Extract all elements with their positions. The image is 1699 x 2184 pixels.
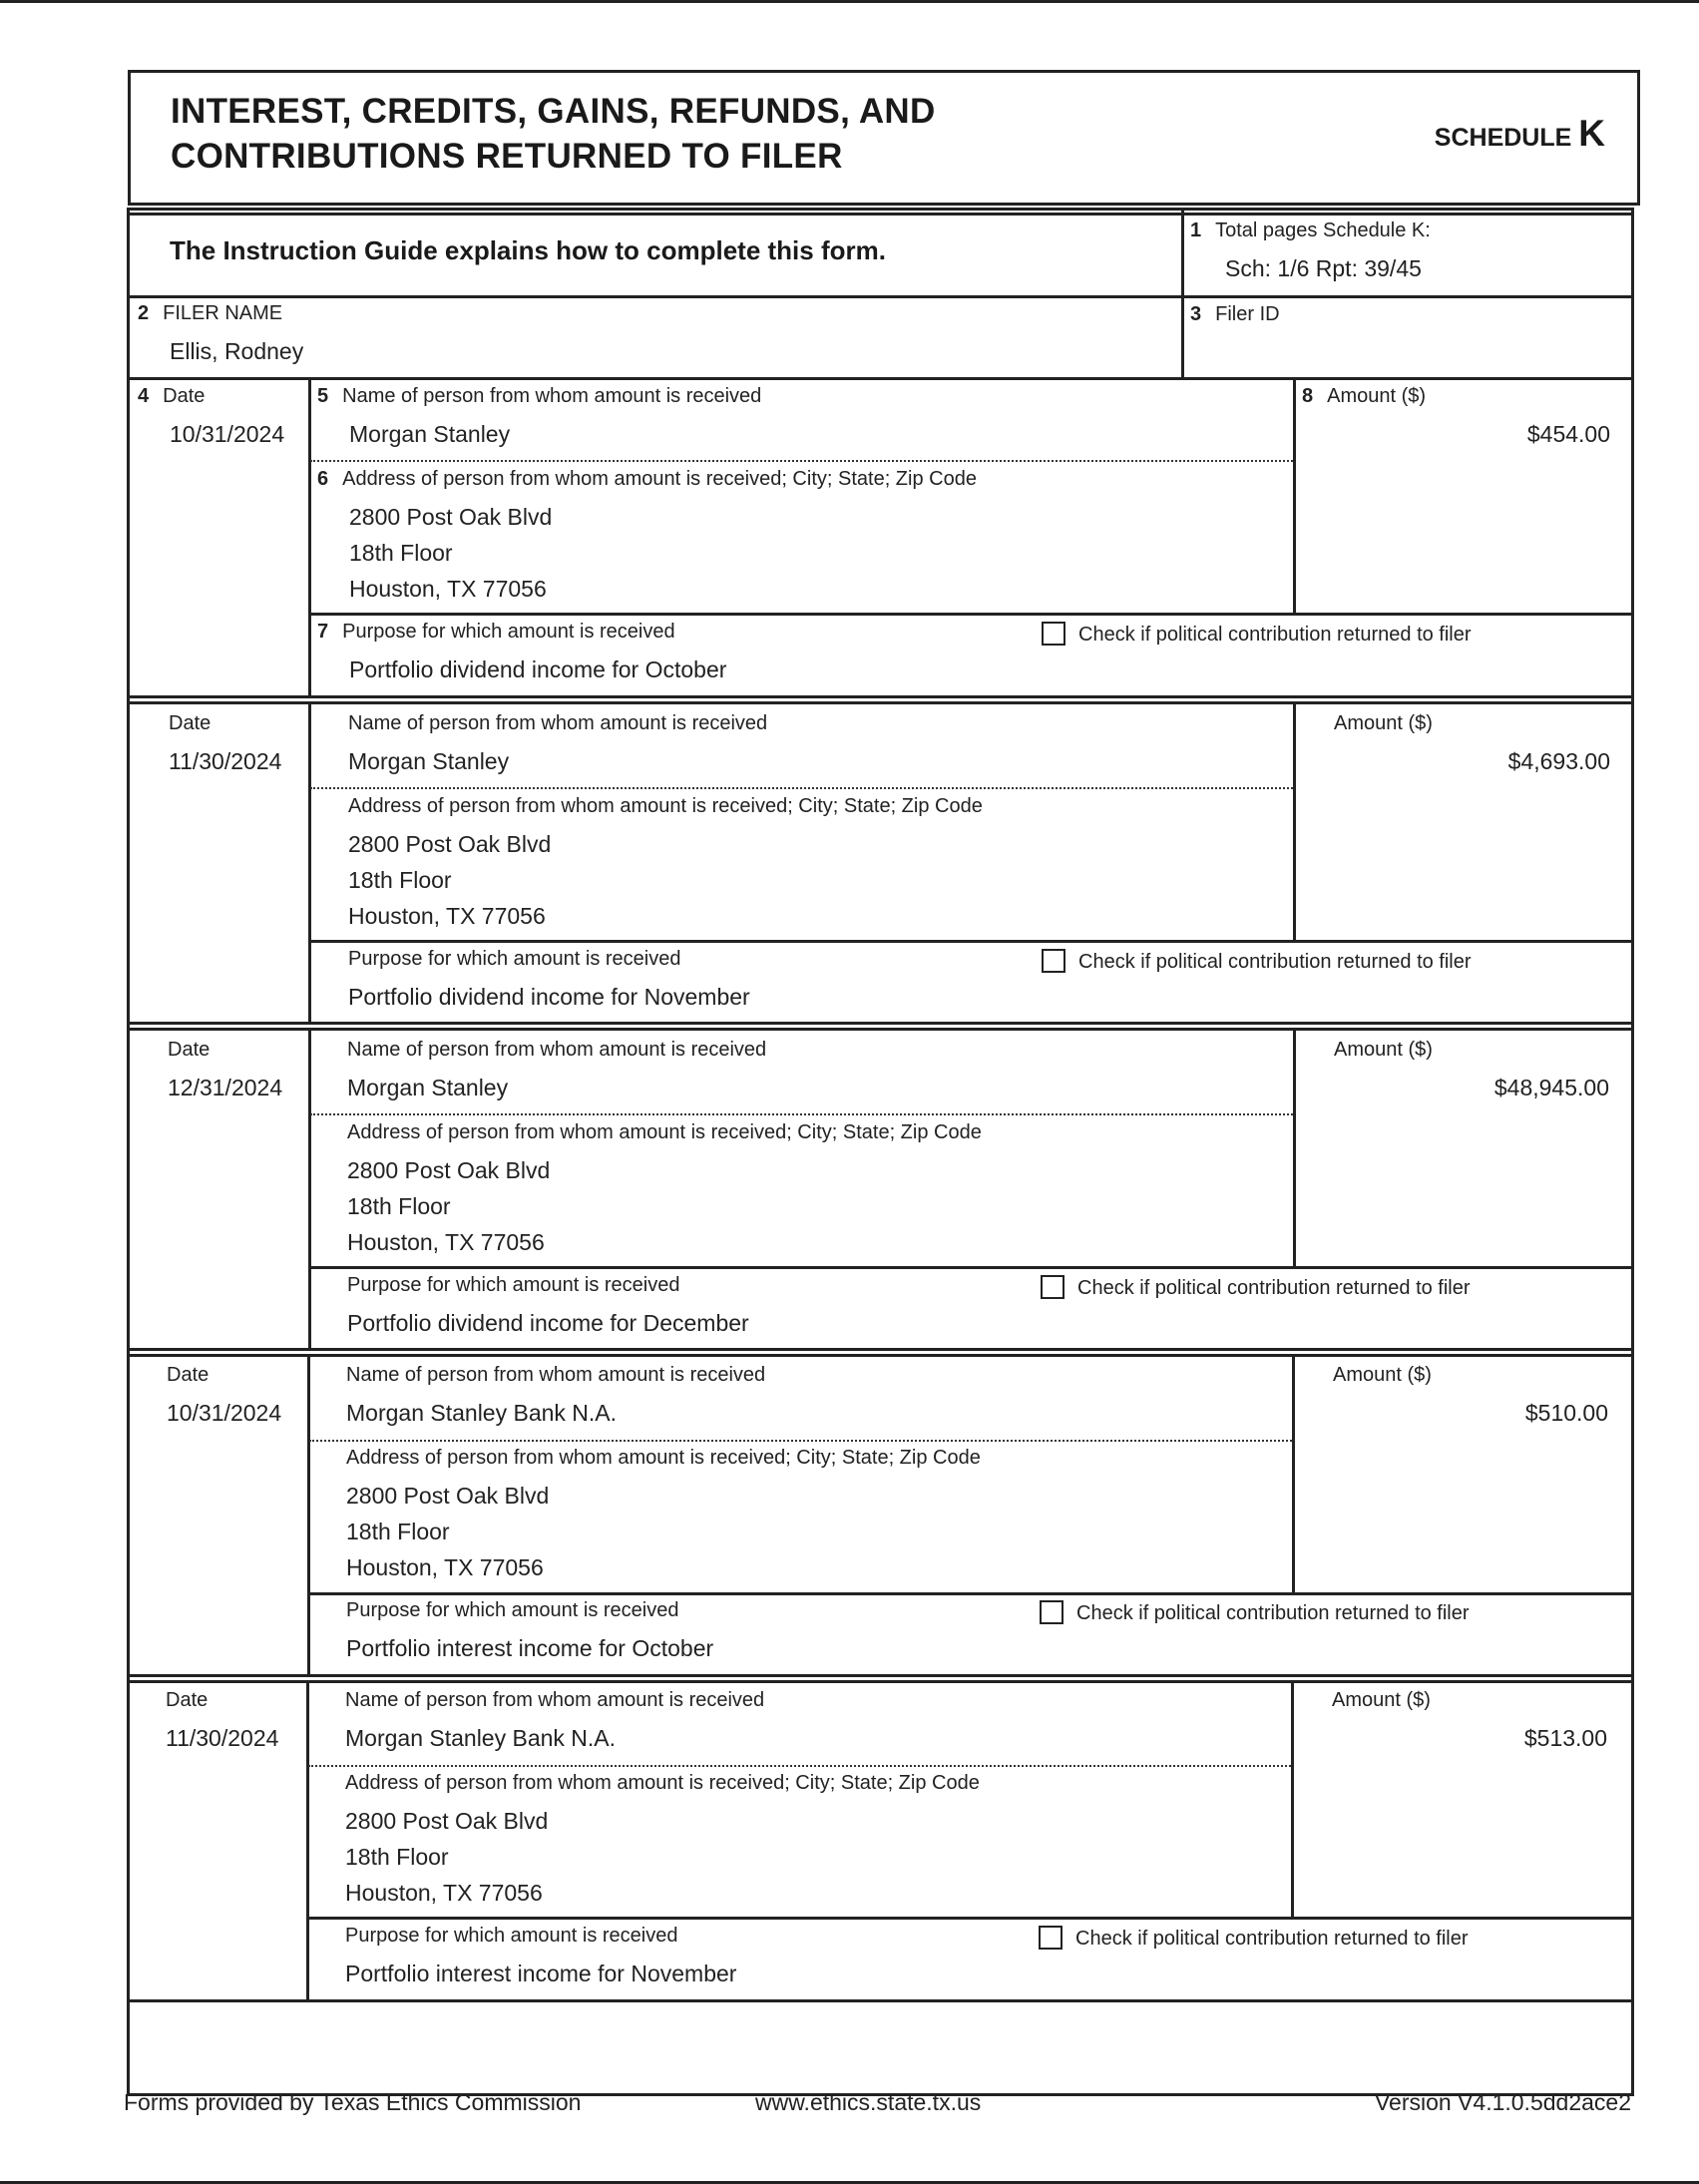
rule [308,379,311,698]
political-return-checkbox[interactable] [1041,1275,1064,1299]
amount-value[interactable]: $48,945.00 [1493,1075,1609,1100]
address-label: Address of person from whom amount is received; City; State; Zip Code [348,795,983,817]
address-line3[interactable]: Houston, TX 77056 [346,1554,544,1580]
rule [1293,379,1296,614]
form-title-box [128,70,1640,206]
rule [308,1917,1631,1920]
name-value[interactable]: Morgan Stanley [349,421,511,447]
rule [310,1113,1293,1115]
political-return-checkbox[interactable] [1042,949,1065,973]
rule [310,613,1631,616]
rule [127,701,1631,704]
amount-value[interactable]: $510.00 [1524,1400,1608,1426]
rule [308,703,311,1025]
checkbox-label: Check if political contribution returned to filer [1078,951,1472,973]
address-line2[interactable]: 18th Floor [345,1844,449,1870]
purpose-label: Purpose for which amount is received [345,1925,678,1947]
address-line1[interactable]: 2800 Post Oak Blvd [347,1157,551,1183]
rule [127,1022,1631,1025]
form-title-line1: INTEREST, CREDITS, GAINS, REFUNDS, AND [171,92,936,131]
field-number: 3 [1190,303,1202,325]
amount-value[interactable]: $4,693.00 [1507,748,1610,774]
purpose-label: Purpose for which amount is received [346,1599,679,1621]
address-line2[interactable]: 18th Floor [347,1193,451,1219]
footer-url[interactable]: www.ethics.state.tx.us [755,2089,982,2115]
political-return-checkbox[interactable] [1042,622,1065,646]
political-return-checkbox[interactable] [1040,1600,1063,1624]
rule [306,1682,309,2001]
address-line1[interactable]: 2800 Post Oak Blvd [346,1483,550,1509]
purpose-value[interactable]: Portfolio interest income for October [346,1635,714,1661]
address-label [317,468,977,491]
rule [309,1592,1631,1595]
schedule-word: SCHEDULE [1434,124,1572,152]
field-label-text: FILER NAME [163,302,283,324]
rule [1181,210,1184,379]
field3-label [1190,303,1280,326]
checkbox-label: Check if political contribution returned to filer [1075,1928,1469,1950]
amount-label: Amount ($) [1333,1364,1432,1386]
checkbox-label: Check if political contribution returned to filer [1076,1602,1470,1624]
rule [127,1674,1631,1677]
name-label: Name of person from whom amount is received [348,712,768,734]
address-label: Address of person from whom amount is received; City; State; Zip Code [347,1121,982,1143]
name-value[interactable]: Morgan Stanley [348,748,510,774]
field-label-text: Amount ($) [1327,385,1427,407]
name-value[interactable]: Morgan Stanley Bank N.A. [346,1400,618,1426]
rule [127,295,1631,298]
address-line3[interactable]: Houston, TX 77056 [348,903,546,929]
political-return-checkbox[interactable] [1039,1926,1062,1950]
address-label: Address of person from whom amount is received; City; State; Zip Code [345,1772,980,1794]
date-value[interactable]: 11/30/2024 [169,748,282,774]
rule [310,460,1293,462]
date-label: Date [166,1689,209,1711]
address-line3[interactable]: Houston, TX 77056 [347,1229,545,1255]
name-label: Name of person from whom amount is received [347,1039,767,1061]
name-label [317,385,761,408]
date-label [138,385,205,408]
address-line1[interactable]: 2800 Post Oak Blvd [348,831,552,857]
rule [127,213,1631,216]
schedule-letter: K [1578,113,1605,154]
rule [308,1030,311,1351]
rule [307,1356,310,1677]
rule [127,377,1631,380]
amount-label: Amount ($) [1332,1689,1431,1711]
field-label-text: Address of person from whom amount is received; City; State; Zip Code [342,468,977,490]
amount-label: Amount ($) [1334,1039,1433,1061]
rule [309,1440,1292,1442]
rule [310,787,1293,789]
form-title [171,89,936,179]
purpose-value[interactable]: Portfolio dividend income for October [349,656,727,682]
date-label: Date [169,712,212,734]
field-label-text: Filer ID [1215,303,1280,325]
field-number: 1 [1190,219,1202,241]
purpose-value[interactable]: Portfolio interest income for November [345,1961,737,1986]
field-label-text: Purpose for which amount is received [342,621,675,643]
field1-label [1190,219,1431,242]
address-line2[interactable]: 18th Floor [349,540,453,566]
date-value[interactable]: 10/31/2024 [167,1400,282,1426]
amount-label [1302,385,1426,408]
field2-label [138,302,282,325]
address-line1[interactable]: 2800 Post Oak Blvd [345,1808,549,1834]
rule [1292,1356,1295,1593]
checkbox-label: Check if political contribution returned to filer [1077,1277,1471,1299]
field-label-text: Name of person from whom amount is received [342,385,762,407]
purpose-label: Purpose for which amount is received [347,1274,680,1296]
name-label: Name of person from whom amount is received [345,1689,765,1711]
name-value[interactable]: Morgan Stanley [347,1075,509,1100]
rule [310,940,1631,943]
total-pages-value[interactable]: Sch: 1/6 Rpt: 39/45 [1225,255,1422,281]
scan-edge-top [0,0,1699,3]
purpose-value[interactable]: Portfolio dividend income for December [347,1310,749,1336]
date-value[interactable]: 12/31/2024 [168,1075,283,1100]
address-line2[interactable]: 18th Floor [348,867,452,893]
rule [127,695,1631,698]
rule [127,1680,1631,1683]
address-line2[interactable]: 18th Floor [346,1519,450,1544]
footer-version: Version V4.1.0.5dd2ace2 [1374,2089,1631,2115]
address-line3[interactable]: Houston, TX 77056 [345,1880,543,1906]
name-label: Name of person from whom amount is received [346,1364,766,1386]
rule [127,1028,1631,1031]
rule [1291,1682,1294,1918]
field-number: 8 [1302,385,1314,407]
purpose-label [317,621,675,644]
form-title-line2: CONTRIBUTIONS RETURNED TO FILER [171,137,843,176]
rule [310,1266,1631,1269]
rule [127,1999,1631,2002]
footer-provider: Forms provided by Texas Ethics Commission [124,2089,582,2115]
purpose-value[interactable]: Portfolio dividend income for November [348,984,750,1010]
rule [308,1765,1291,1767]
rule [1293,1030,1296,1267]
field-number: 6 [317,468,329,490]
name-value[interactable]: Morgan Stanley Bank N.A. [345,1725,617,1751]
date-label: Date [168,1039,211,1061]
date-value[interactable]: 10/31/2024 [170,421,285,447]
amount-value[interactable]: $454.00 [1526,421,1610,447]
date-label: Date [167,1364,210,1386]
field-number: 2 [138,302,150,324]
filer-name-value[interactable]: Ellis, Rodney [170,338,304,364]
field-number: 7 [317,621,329,643]
amount-label: Amount ($) [1334,712,1433,734]
rule [127,1348,1631,1351]
field-label-text: Date [163,385,206,407]
schedule-label [1435,113,1605,155]
amount-value[interactable]: $513.00 [1523,1725,1607,1751]
field-number: 4 [138,385,150,407]
rule [127,1354,1631,1357]
address-line1[interactable]: 2800 Post Oak Blvd [349,504,553,530]
address-line3[interactable]: Houston, TX 77056 [349,576,547,602]
field-number: 5 [317,385,329,407]
purpose-label: Purpose for which amount is received [348,948,681,970]
date-value[interactable]: 11/30/2024 [166,1725,279,1751]
instruction-text: The Instruction Guide explains how to complete this form. [170,235,886,265]
field-label-text: Total pages Schedule K: [1215,219,1431,241]
address-label: Address of person from whom amount is received; City; State; Zip Code [346,1447,981,1469]
rule [1293,703,1296,941]
checkbox-label: Check if political contribution returned to filer [1078,624,1472,646]
